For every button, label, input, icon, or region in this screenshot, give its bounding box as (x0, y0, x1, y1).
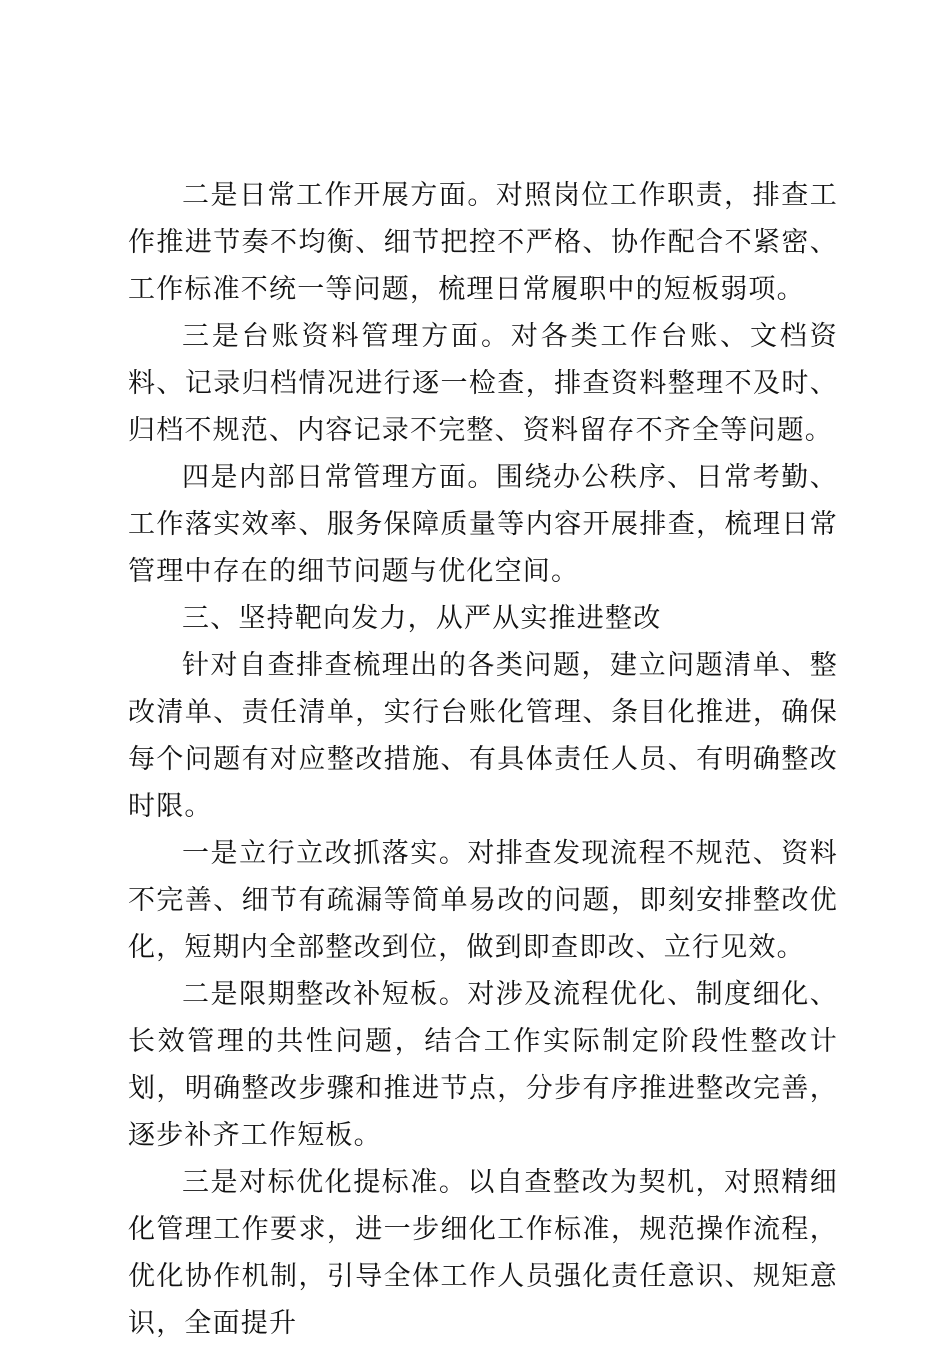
paragraph-internal-management: 四是内部日常管理方面。围绕办公秩序、日常考勤、工作落实效率、服务保障质量等内容开展排查，梳理日常管理中存在的细节问题与优化空间。 (128, 462, 838, 587)
paragraph-problem-lists: 针对自查排查梳理出的各类问题，建立问题清单、整改清单、责任清单，实行台账化管理、条目化推进，确保每个问题有对应整改措施、有具体责任人员、有明确整改时限。 (128, 650, 838, 822)
paragraph-ledger-management: 三是台账资料管理方面。对各类工作台账、文档资料、记录归档情况进行逐一检查，排查资料整理不及时、归档不规范、内容记录不完整、资料留存不齐全等问题。 (128, 321, 838, 446)
paragraph-deadline-rectification: 二是限期整改补短板。对涉及流程优化、制度细化、长效管理的共性问题，结合工作实际制定阶段性整改计划，明确整改步骤和推进节点，分步有序推进整改完善，逐步补齐工作短板。 (128, 979, 838, 1151)
paragraph-standard-optimization: 三是对标优化提标准。以自查整改为契机，对照精细化管理工作要求，进一步细化工作标准，规范操作流程，优化协作机制，引导全体工作人员强化责任意识、规矩意识，全面提升 (128, 1167, 838, 1339)
section-heading-rectification: 三、坚持靶向发力，从严从实推进整改 (182, 603, 662, 634)
document-body (128, 172, 838, 1347)
paragraph-daily-work: 二是日常工作开展方面。对照岗位工作职责，排查工作推进节奏不均衡、细节把控不严格、协作配合不紧密、工作标准不统一等问题，梳理日常履职中的短板弱项。 (128, 180, 838, 305)
paragraph-immediate-rectification: 一是立行立改抓落实。对排查发现流程不规范、资料不完善、细节有疏漏等简单易改的问题，即刻安排整改优化，短期内全部整改到位，做到即查即改、立行见效。 (128, 838, 838, 963)
